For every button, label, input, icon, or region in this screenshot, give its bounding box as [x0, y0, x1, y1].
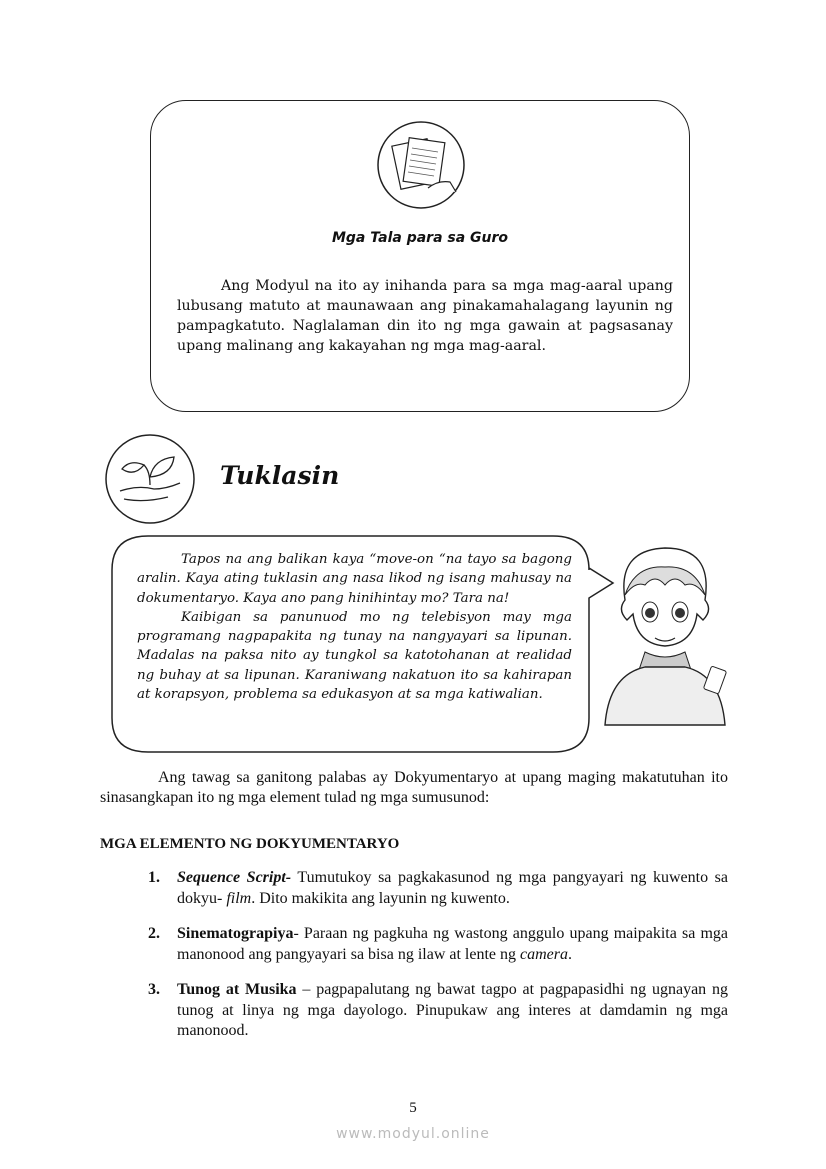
- item-emphasis: film: [226, 889, 252, 907]
- intro-text: Ang tawag sa ganitong palabas ay Dokyumentaryo at upang maging makatutuhan ito sinasangkapan ito ng mga element tulad ng mga sumusunod:: [100, 769, 728, 806]
- teacher-note-title: Mga Tala para sa Guro: [331, 230, 509, 246]
- item-number: 1.: [148, 869, 160, 886]
- student-character-illustration: [595, 540, 735, 730]
- bubble-paragraph-1: Tapos na ang balikan kaya “move-on “na tayo sa bagong aralin. Kaya ating tuklasin ang nasa likod ng isang mahusay na dokumentaryo. Kaya ano pang hinihintay mo? Tara na!: [137, 552, 572, 606]
- papers-in-hand-icon: [376, 120, 466, 210]
- item-text-end: .: [568, 945, 572, 963]
- item-text: Tumutukoy sa pagkakasunod ng mga pangyayari ng kuwento sa dokyu-: [177, 869, 728, 907]
- watermark: www.modyul.online: [336, 1126, 490, 1142]
- elements-list: [148, 868, 728, 1057]
- item-emphasis: camera: [520, 945, 568, 963]
- item-term: Sinematograpiya: [177, 925, 294, 942]
- elements-heading: MGA ELEMENTO NG DOKYUMENTARYO: [100, 836, 400, 852]
- bubble-paragraph-2: Kaibigan sa panunuod mo ng telebisyon may mga programang nagpapakita ng tunay na nangyayari sa lipunan. Madalas na paksa nito ay tungkol sa katotohanan at realidad ng buhay at sa lipunan. Karaniwang nakatuon ito sa kahirapan at korapsyon, problema sa edukasyon at sa mga katiwalian.: [137, 609, 572, 703]
- page-number: 5: [409, 1100, 417, 1116]
- item-text: - Paraan ng pagkuha ng wastong anggulo upang maipakita sa mga manonood ang pangyayari sa bisa ng ilaw at lente ng: [177, 925, 728, 963]
- item-number: 3.: [148, 981, 160, 998]
- list-item: [148, 924, 728, 965]
- item-term: Tunog at Musika: [177, 981, 297, 998]
- item-text-end: . Dito makikita ang layunin ng kuwento.: [251, 889, 510, 907]
- intro-paragraph: [100, 768, 728, 808]
- list-item: [148, 868, 728, 909]
- teacher-note-text: Ang Modyul na ito ay inihanda para sa mga mag-aaral upang lubusang matuto at maunawaan ang pinakamahalagang layunin ng pampagkatuto. Naglalaman din ito ng mga gawain at pagsasanay upang malinang ang kakayahan ng mga mag-aaral.: [177, 278, 673, 354]
- item-number: 2.: [148, 925, 160, 942]
- seedling-in-hand-icon: [104, 433, 196, 525]
- list-item: [148, 980, 728, 1042]
- section-title: Tuklasin: [220, 461, 340, 490]
- item-text: – pagpapalutang ng bawat tagpo at pagpapasidhi ng ugnayan ng tunog at linya ng mga dayologo. Pinupukaw ang interes at damdamin ng mga manonood.: [177, 981, 728, 1039]
- teacher-note-body: [177, 276, 673, 356]
- item-term: Sequence Script-: [177, 869, 292, 886]
- bubble-text: [137, 550, 572, 704]
